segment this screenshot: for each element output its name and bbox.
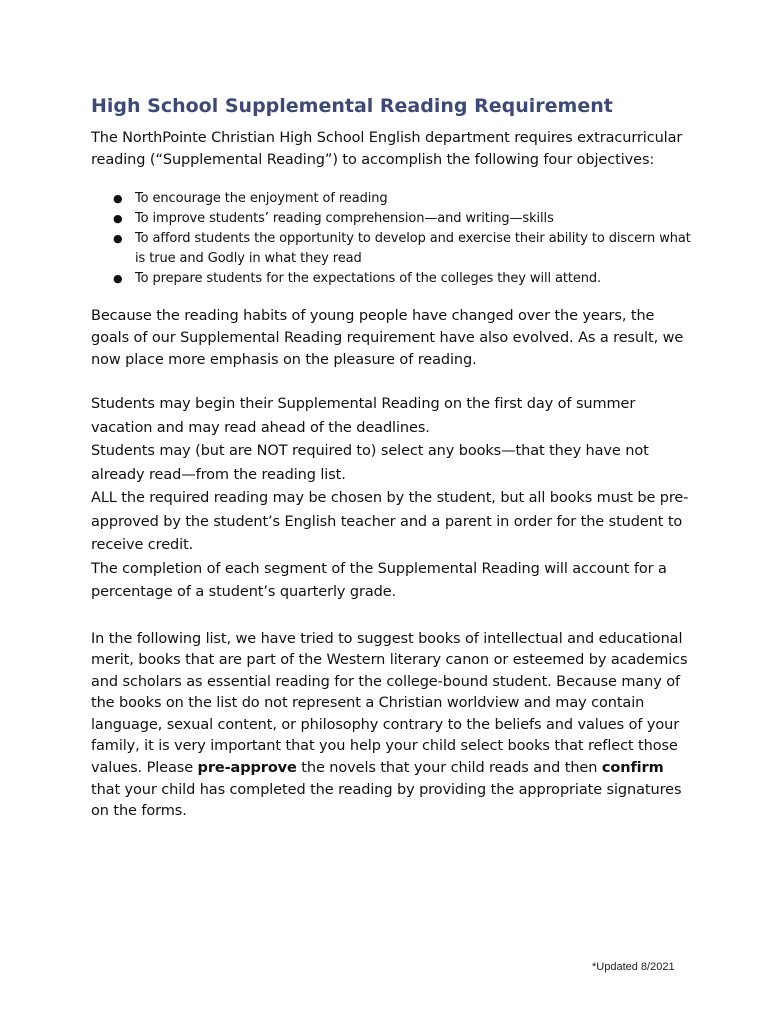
pre-approve-emphasis: pre-approve <box>197 760 297 777</box>
book-list-text <box>91 629 691 823</box>
list-item <box>113 189 691 209</box>
intro-paragraph: The NorthPointe Christian High School English department requires extracurricular reading (“Supplemental Reading”) to accomplish the following four objectives: <box>91 130 683 168</box>
confirm-emphasis: confirm <box>601 760 664 777</box>
rules-block <box>91 393 691 605</box>
bullet-icon: ● <box>113 192 123 205</box>
rule-line: Students may begin their Supplemental Reading on the first day of summer vacation and may read ahead of the deadlines. <box>91 396 636 436</box>
text-segment: In the following list, we have tried to suggest books of intellectual and educational merit, books that are part of the Western literary canon or esteemed by academics and scholars as essential reading for the college-bound student. Because many of the books on the list do not represent a Christian worldview and may contain language, sexual content, or philosophy contrary to the beliefs and values of your family, it is very important that you help your child select books that reflect those values. Please <box>91 630 688 777</box>
objective-text: To prepare students for the expectations of the colleges they will attend. <box>135 271 602 286</box>
book-list-paragraph <box>91 629 691 823</box>
updated-note: *Updated 8/2021 <box>592 961 675 973</box>
text-segment: that your child has completed the reading by providing the appropriate signatures on the forms. <box>91 781 682 820</box>
rule-line: The completion of each segment of the Supplemental Reading will account for a percentage of a student’s quarterly grade. <box>91 560 667 600</box>
objective-text: To afford students the opportunity to develop and exercise their ability to discern what is true and Godly in what they read <box>135 231 691 266</box>
list-item <box>113 229 691 269</box>
objective-text: To improve students’ reading comprehension—and writing—skills <box>135 211 554 226</box>
page-title: High School Supplemental Reading Requirement <box>91 95 613 117</box>
bullet-icon: ● <box>113 232 123 245</box>
bullet-icon: ● <box>113 212 123 225</box>
rule-line: ALL the required reading may be chosen by the student, but all books must be pre-approved by the student’s English teacher and a parent in order for the student to receive credit. <box>91 490 689 553</box>
text-segment: the novels that your child reads and then <box>296 760 602 777</box>
list-item <box>113 209 691 229</box>
objective-text: To encourage the enjoyment of reading <box>135 191 388 206</box>
habits-paragraph: Because the reading habits of young people have changed over the years, the goals of our Supplemental Reading requirement have also evolved. As a result, we now place more emphasis on the pleasure of reading. <box>91 308 684 368</box>
objectives-list <box>91 189 691 289</box>
document-page <box>91 93 691 823</box>
rule-line: Students may (but are NOT required to) select any books—that they have not already read—from the reading list. <box>91 443 649 483</box>
bullet-icon: ● <box>113 272 123 285</box>
list-item <box>113 269 691 289</box>
